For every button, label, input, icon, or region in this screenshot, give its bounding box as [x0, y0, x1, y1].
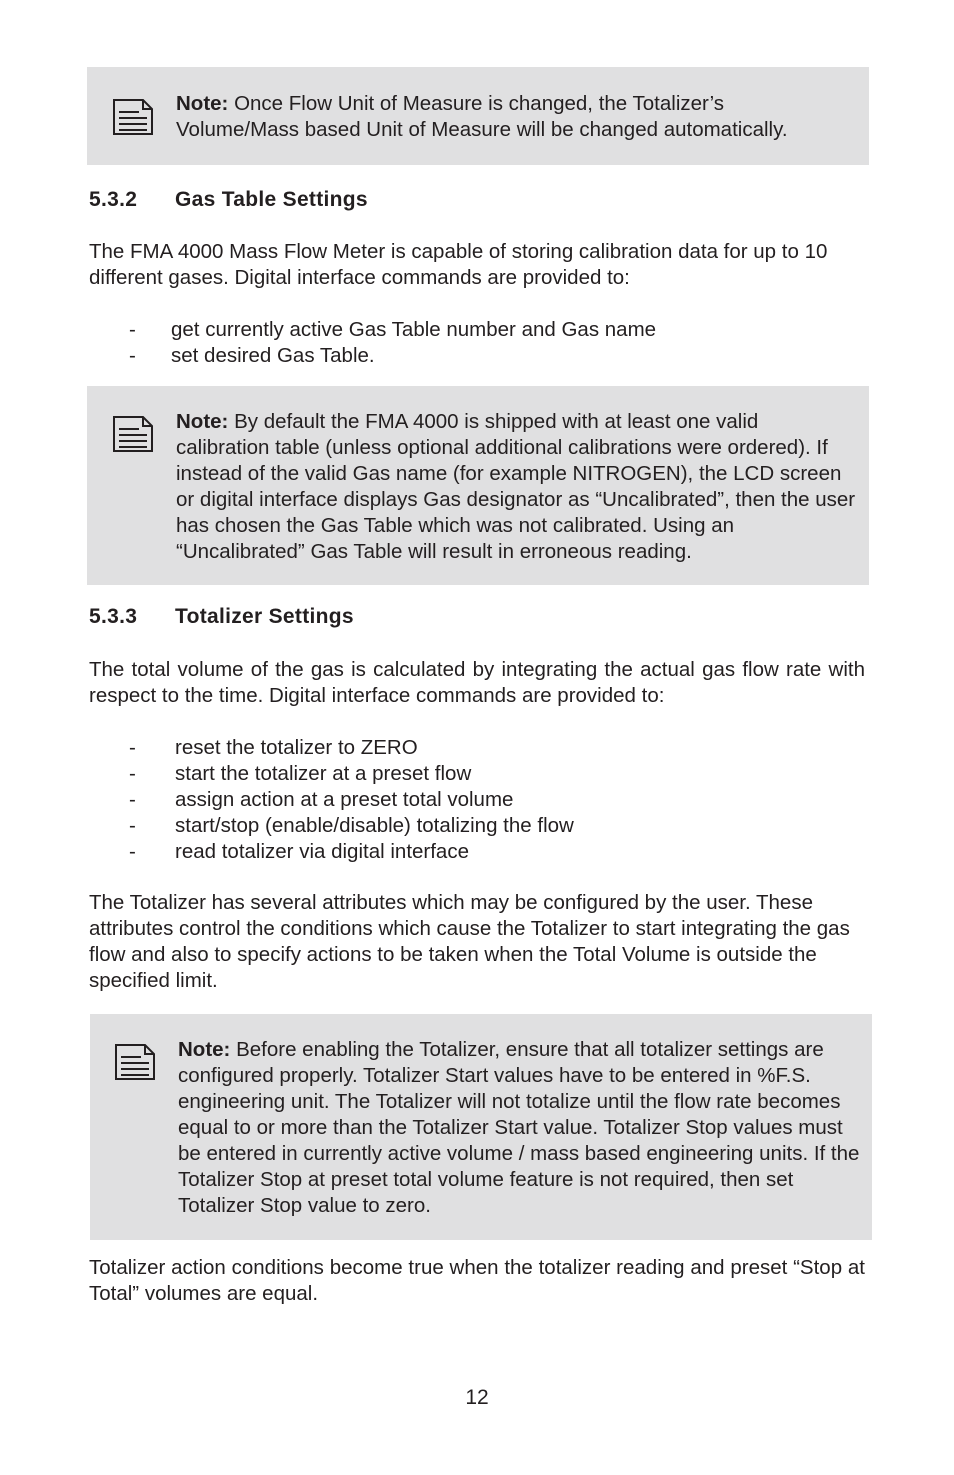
list-item: [129, 317, 829, 343]
note-label: Note:: [176, 410, 229, 433]
note-document-icon: [114, 1043, 156, 1081]
dash-bullet: -: [129, 318, 136, 341]
note-body: Once Flow Unit of Measure is changed, the Totalizer’s Volume/Mass based Unit of Measure will be changed automatically.: [176, 92, 788, 141]
section-title: Totalizer Settings: [175, 605, 354, 628]
list-item: [129, 787, 829, 813]
dash-bullet: -: [129, 788, 136, 811]
note-body: Before enabling the Totalizer, ensure that all totalizer settings are configured properly. Totalizer Start values have to be entered in %F.S. engineering unit. The Totalizer will not totalize until the flow rate becomes equal to or more than the Totalizer Start value. Totalizer Stop values must be entered in currently active volume / mass based engineering units. If the Totalizer Stop at preset total volume feature is not required, then set Totalizer Stop value to zero.: [178, 1038, 860, 1217]
note-box-flow-unit: [87, 67, 869, 165]
gas-table-intro: The FMA 4000 Mass Flow Meter is capable of storing calibration data for up to 10 different gases. Digital interface commands are provided to:: [89, 240, 828, 289]
totalizer-attributes-text: The Totalizer has several attributes which may be configured by the user. These attributes control the conditions which cause the Totalizer to start integrating the gas flow and also to specify actions to be taken when the Total Volume is outside the specified limit.: [89, 891, 850, 992]
page-number: 12: [465, 1386, 489, 1409]
totalizer-action-text: Totalizer action conditions become true when the totalizer reading and preset “Stop at Total” volumes are equal.: [89, 1256, 865, 1305]
section-number: 5.3.3: [89, 605, 138, 628]
dash-bullet: -: [129, 344, 136, 367]
dash-bullet: -: [129, 840, 136, 863]
list-item-text: assign action at a preset total volume: [175, 788, 514, 811]
section-heading-gas-table: [89, 187, 368, 213]
list-item-text: get currently active Gas Table number and Gas name: [171, 318, 657, 341]
note-label: Note:: [178, 1038, 231, 1061]
note-text: [176, 91, 846, 143]
note-label: Note:: [176, 92, 229, 115]
note-document-icon: [112, 98, 154, 136]
dash-bullet: -: [129, 736, 136, 759]
list-item: [129, 839, 829, 865]
note-text: [176, 409, 856, 565]
dash-bullet: -: [129, 814, 136, 837]
list-item: [129, 343, 829, 369]
section-number: 5.3.2: [89, 188, 138, 211]
note-text: [178, 1037, 862, 1219]
note-body: By default the FMA 4000 is shipped with at least one valid calibration table (unless optional additional calibrations were ordered). If instead of the valid Gas name (for example NITROGEN), the LCD screen or digital interface displays Gas designator as “Uncalibrated”, then the user has chosen the Gas Table which was not calibrated. Using an “Uncalibrated” Gas Table will result in erroneous reading.: [176, 410, 856, 563]
note-box-totalizer: [90, 1014, 872, 1240]
gas-table-command-list: [129, 317, 829, 369]
section-title: Gas Table Settings: [175, 188, 368, 211]
list-item: [129, 761, 829, 787]
dash-bullet: -: [129, 762, 136, 785]
totalizer-command-list: [129, 735, 829, 865]
list-item-text: start/stop (enable/disable) totalizing the flow: [175, 814, 574, 837]
note-document-icon: [112, 415, 154, 453]
section-heading-totalizer: [89, 604, 354, 630]
list-item-text: read totalizer via digital interface: [175, 840, 469, 863]
list-item: [129, 813, 829, 839]
list-item: [129, 735, 829, 761]
list-item-text: set desired Gas Table.: [171, 344, 375, 367]
list-item-text: start the totalizer at a preset flow: [175, 762, 472, 785]
note-box-gas-table: [87, 386, 869, 585]
totalizer-intro: The total volume of the gas is calculated by integrating the actual gas flow rate with respect to the time. Digital interface commands are provided to:: [89, 658, 865, 707]
list-item-text: reset the totalizer to ZERO: [175, 736, 418, 759]
